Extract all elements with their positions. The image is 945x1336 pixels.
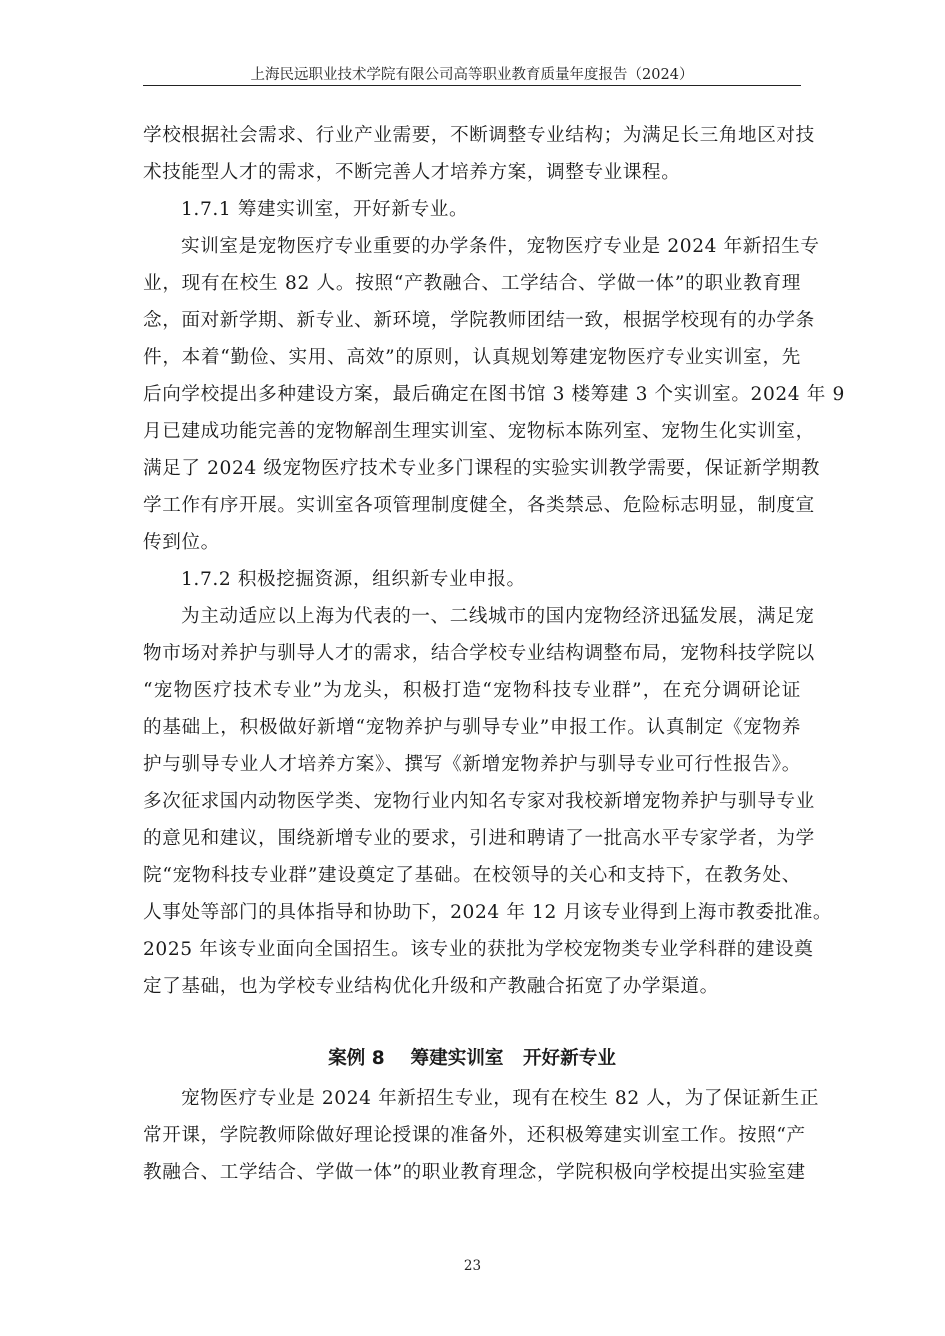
paragraph-line: 护与驯导专业人才培养方案》、撰写《新增宠物养护与驯导专业可行性报告》。 <box>143 754 801 775</box>
paragraph-line: 2025 年该专业面向全国招生。该专业的获批为学校宠物类专业学科群的建设奠 <box>143 939 814 960</box>
paragraph-line: 院“宠物科技专业群”建设奠定了基础。在校领导的关心和支持下，在教务处、 <box>143 865 801 886</box>
paragraph-line: 教融合、工学结合、学做一体”的职业教育理念，学院积极向学校提出实验室建 <box>143 1162 806 1183</box>
case-title: 案例 8 筹建实训室 开好新专业 <box>328 1048 616 1069</box>
paragraph-line: 学工作有序开展。实训室各项管理制度健全，各类禁忌、危险标志明显，制度宣 <box>143 495 815 516</box>
section-heading-1-7-1: 1.7.1 筹建实训室，开好新专业。 <box>181 199 469 220</box>
paragraph-line: 实训室是宠物医疗专业重要的办学条件，宠物医疗专业是 2024 年新招生专 <box>181 236 820 257</box>
paragraph-line: 术技能型人才的需求，不断完善人才培养方案，调整专业课程。 <box>143 162 681 183</box>
paragraph-line: 多次征求国内动物医学类、宠物行业内知名专家对我校新增宠物养护与驯导专业 <box>143 791 815 812</box>
paragraph-line: 满足了 2024 级宠物医疗技术专业多门课程的实验实训教学需要，保证新学期教 <box>143 458 820 479</box>
paragraph-line: 定了基础，也为学校专业结构优化升级和产教融合拓宽了办学渠道。 <box>143 976 719 997</box>
paragraph-line: 学校根据社会需求、行业产业需要，不断调整专业结构；为满足长三角地区对技 <box>143 125 815 146</box>
paragraph-line: 后向学校提出多种建设方案，最后确定在图书馆 3 楼筹建 3 个实训室。2024 年 9 <box>143 384 845 405</box>
section-heading-1-7-2: 1.7.2 积极挖掘资源，组织新专业申报。 <box>181 569 526 590</box>
paragraph-line: “宠物医疗技术专业”为龙头，积极打造“宠物科技专业群”，在充分调研论证 <box>143 680 801 701</box>
paragraph-line: 月已建成功能完善的宠物解剖生理实训室、宠物标本陈列室、宠物生化实训室， <box>143 421 815 442</box>
paragraph-line: 宠物医疗专业是 2024 年新招生专业，现有在校生 82 人，为了保证新生正 <box>181 1088 820 1109</box>
page-number: 23 <box>463 1258 482 1274</box>
paragraph-line: 传到位。 <box>143 532 220 553</box>
paragraph-line: 物市场对养护与驯导人才的需求，结合学校专业结构调整布局，宠物科技学院以 <box>143 643 815 664</box>
paragraph-line: 件，本着“勤俭、实用、高效”的原则，认真规划筹建宠物医疗专业实训室，先 <box>143 347 801 368</box>
paragraph-line: 的基础上，积极做好新增“宠物养护与驯导专业”申报工作。认真制定《宠物养 <box>143 717 801 738</box>
paragraph-line: 念，面对新学期、新专业、新环境，学院教师团结一致，根据学校现有的办学条 <box>143 310 815 331</box>
paragraph-line: 为主动适应以上海为代表的一、二线城市的国内宠物经济迅猛发展，满足宠 <box>181 606 815 627</box>
paragraph-line: 人事处等部门的具体指导和协助下，2024 年 12 月该专业得到上海市教委批准。 <box>143 902 833 923</box>
running-header: 上海民远职业技术学院有限公司高等职业教育质量年度报告（2024） <box>250 67 694 83</box>
paragraph-line: 常开课，学院教师除做好理论授课的准备外，还积极筹建实训室工作。按照“产 <box>143 1125 806 1146</box>
header-divider <box>143 85 801 86</box>
paragraph-line: 业，现有在校生 82 人。按照“产教融合、工学结合、学做一体”的职业教育理 <box>143 273 801 294</box>
paragraph-line: 的意见和建议，围绕新增专业的要求，引进和聘请了一批高水平专家学者，为学 <box>143 828 815 849</box>
